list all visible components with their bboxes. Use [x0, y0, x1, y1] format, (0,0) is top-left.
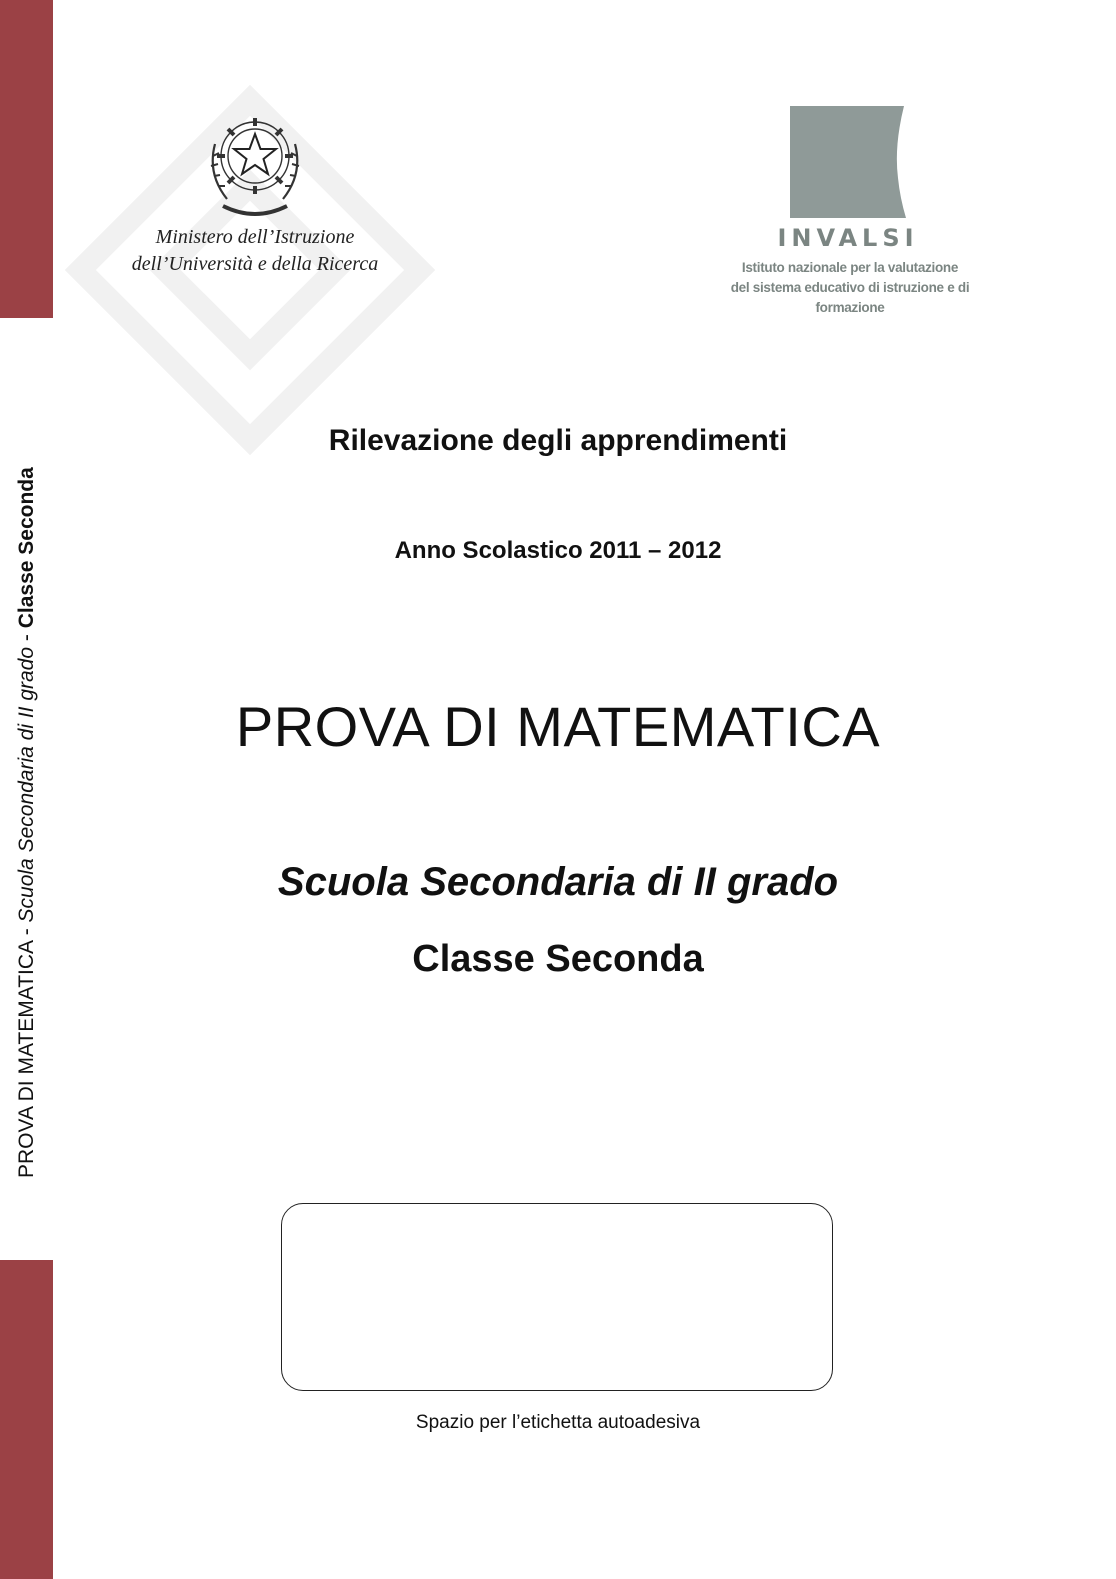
- ministry-line2: dell’Università e della Ricerca: [131, 253, 379, 275]
- ministry-name: [90, 224, 420, 278]
- side-label-part4: Classe Seconda: [15, 467, 38, 629]
- invalsi-subtitle-line1: Istituto nazionale per la valutazione: [741, 260, 959, 275]
- sticker-caption: Spazio per l’etichetta autoadesiva: [415, 1412, 701, 1433]
- side-label: [15, 467, 39, 1178]
- side-label-part1: PROVA DI MATEMATICA -: [15, 922, 38, 1178]
- ministry-line1: Ministero dell’Istruzione: [155, 226, 355, 248]
- invalsi-name: INVALSI: [777, 224, 919, 252]
- school-year: Anno Scolastico 2011 – 2012: [394, 537, 722, 564]
- sticker-box: [281, 1203, 833, 1391]
- side-label-part3: -: [15, 628, 38, 647]
- invalsi-subtitle: [700, 258, 1000, 318]
- ministry-emblem-icon: [205, 104, 305, 222]
- side-label-part2: Scuola Secondaria di II grado: [15, 646, 38, 923]
- class-level: Classe Seconda: [412, 938, 704, 980]
- invalsi-logo: [777, 106, 919, 252]
- school-level: Scuola Secondaria di II grado: [277, 860, 839, 904]
- test-title: PROVA DI MATEMATICA: [235, 695, 881, 758]
- survey-title: Rilevazione degli apprendimenti: [328, 424, 788, 457]
- invalsi-subtitle-line2: del sistema educativo di istruzione e di formazione: [730, 280, 970, 315]
- invalsi-flag-shape: [790, 106, 906, 218]
